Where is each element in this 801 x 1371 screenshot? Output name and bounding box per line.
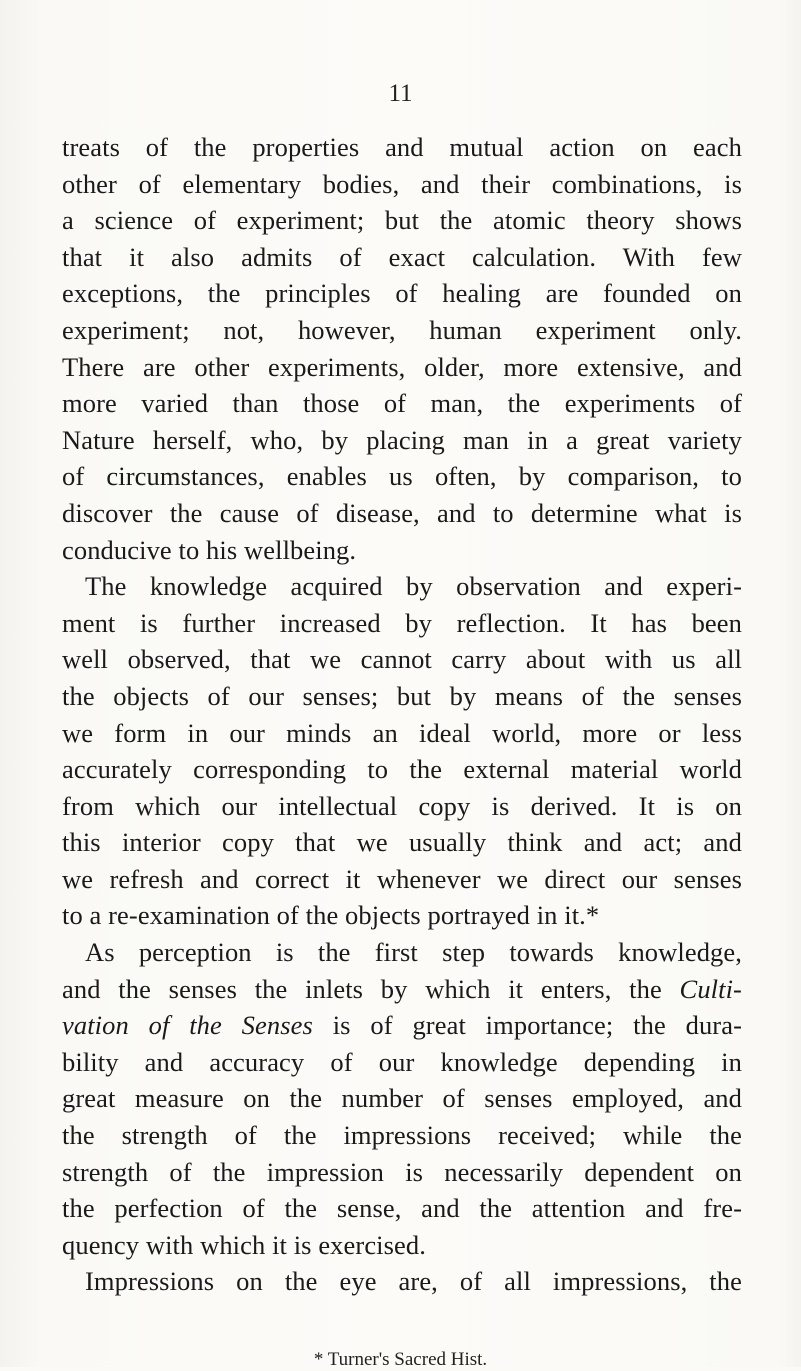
text-line: accurately corresponding to the external material world (62, 754, 742, 785)
text-line: Impressions on the eye are, of all impressions, the (85, 1266, 742, 1297)
text-line: experiment; not, however, human experiment only. (62, 314, 742, 345)
text-line: that it also admits of exact calculation. With few (62, 241, 742, 272)
text-line (62, 1007, 742, 1044)
text-line: more varied than those of man, the experiments of (62, 388, 742, 419)
text-run: is of great importance; the dura- (312, 1010, 742, 1041)
text-line: the objects of our senses; but by means of the senses (62, 680, 742, 711)
text-line: There are other experiments, older, more extensive, and (62, 351, 742, 382)
text-line: Nature herself, who, by placing man in a great variety (62, 424, 742, 455)
text-line: bility and accuracy of our knowledge depending in (62, 1046, 742, 1077)
text-line: strength of the impression is necessarily dependent on (62, 1156, 742, 1187)
text-line: well observed, that we cannot carry about with us all (62, 644, 742, 675)
body-text (62, 129, 742, 1300)
page-number: 11 (388, 80, 413, 107)
footnote: * Turner's Sacred Hist. (313, 1349, 488, 1370)
text-line: The knowledge acquired by observation and experi- (85, 571, 742, 602)
text-line: As perception is the first step towards knowledge, (85, 937, 742, 968)
italic-title-part: Culti- (679, 973, 742, 1004)
text-line (62, 971, 742, 1008)
text-line: treats of the properties and mutual action on each (62, 132, 742, 162)
text-line: quency with which it is exercised. (62, 1229, 426, 1260)
text-line: to a re-examination of the objects portrayed in it.* (62, 900, 600, 931)
text-line: ment is further increased by reflection. It has been (62, 607, 742, 638)
text-line: discover the cause of disease, and to determine what is (62, 497, 742, 528)
text-line: of circumstances, enables us often, by comparison, to (62, 461, 742, 492)
text-line: from which our intellectual copy is derived. It is on (62, 790, 742, 821)
text-run: and the senses the inlets by which it enters, the (62, 973, 680, 1004)
text-line: exceptions, the principles of healing are founded on (62, 278, 742, 309)
text-line: a science of experiment; but the atomic theory shows (62, 205, 742, 236)
text-line: great measure on the number of senses employed, and (62, 1083, 742, 1114)
text-line: we form in our minds an ideal world, more or less (62, 717, 742, 748)
text-line: other of elementary bodies, and their combinations, is (62, 168, 742, 199)
text-line: the strength of the impressions received; while the (62, 1120, 742, 1151)
text-line: the perfection of the sense, and the attention and fre- (62, 1193, 742, 1224)
text-line: we refresh and correct it whenever we direct our senses (62, 863, 742, 894)
italic-title-part: vation of the Senses (62, 1010, 313, 1041)
text-line: conducive to his wellbeing. (62, 534, 357, 565)
text-line: this interior copy that we usually think and act; and (62, 827, 742, 858)
